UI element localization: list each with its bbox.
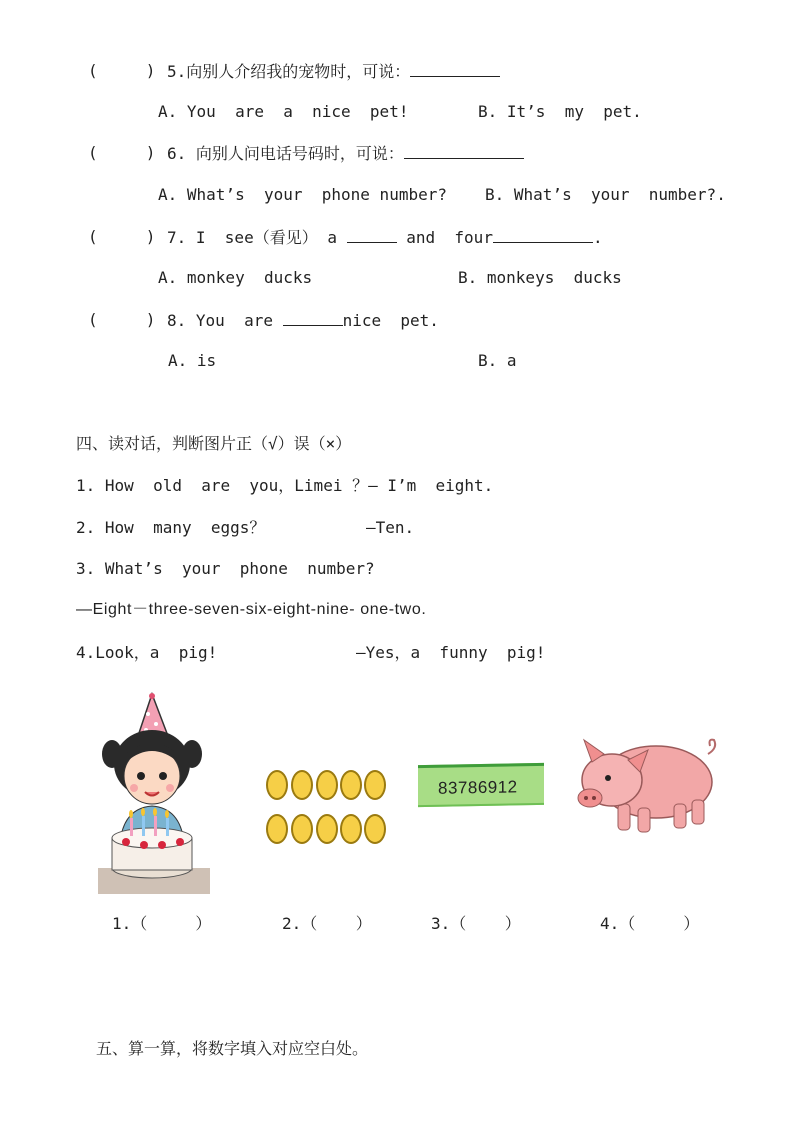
q7-blank-1[interactable] [347, 226, 397, 243]
dialogue-4-answer: —Yes，a funny pig! [356, 643, 546, 662]
dialogue-4-question: 4.Look，a pig! [76, 643, 218, 662]
girl-birthday-picture [96, 692, 212, 896]
q5-stem [167, 60, 500, 83]
q6-option-b: B. What’s your number?. [485, 185, 726, 204]
q8-stem-start: 8. You are [167, 311, 273, 330]
picture-4-answer[interactable]: 4.（ ） [600, 914, 700, 933]
q5-option-b: B. It’s my pet. [478, 102, 642, 121]
q6-stem-text: 6. 向别人问电话号码时，可说： [167, 144, 404, 163]
q8-option-a: A. is [168, 351, 217, 370]
pig-snout [578, 789, 602, 807]
q7-option-b: B. monkeys ducks [458, 268, 622, 287]
phone-number-text: 83786912 [438, 777, 518, 798]
q6-option-a: A. What’s your phone number? [158, 185, 447, 204]
q7-stem-mid: and four [406, 228, 493, 247]
q6-answer-paren[interactable]: ( ) [88, 143, 156, 162]
q5-option-a: A. You are a nice pet! [158, 102, 409, 121]
q5-answer-paren[interactable]: ( ) [88, 61, 156, 80]
egg [316, 814, 338, 844]
q6-stem [167, 142, 524, 165]
q8-option-b: B. a [478, 351, 517, 370]
section5-heading: 五、算一算，将数字填入对应空白处。 [96, 1039, 369, 1058]
q8-stem-end: nice pet. [342, 311, 439, 330]
picture-2-answer[interactable]: 2.（ ） [282, 914, 372, 933]
q7-stem-start: 7. I see（看见） a [167, 228, 337, 247]
eggs-picture [264, 764, 390, 846]
q8-blank[interactable] [283, 309, 343, 326]
phone-number-card [418, 763, 544, 807]
dialogue-2-answer: —Ten. [366, 518, 415, 537]
egg [364, 814, 386, 844]
party-hat [138, 694, 168, 736]
q8-stem [167, 309, 439, 332]
hat-pompom [149, 693, 155, 699]
q7-stem [167, 226, 603, 249]
dialogue-3-answer: —Eight－three-seven-six-eight-nine- one-two. [76, 601, 427, 618]
egg [291, 814, 313, 844]
pig-tail [708, 740, 715, 754]
egg [340, 814, 362, 844]
q7-blank-2[interactable] [493, 226, 593, 243]
dialogue-3-question: 3. What’s your phone number? [76, 559, 375, 578]
egg [291, 770, 313, 800]
q8-answer-paren[interactable]: ( ) [88, 310, 156, 329]
egg [266, 814, 288, 844]
egg [266, 770, 288, 800]
egg [364, 770, 386, 800]
picture-1-answer[interactable]: 1.（ ） [112, 914, 212, 933]
dialogue-1: 1. How old are you，Limei ？— I’m eight. [76, 476, 494, 495]
q5-stem-text: 5.向别人介绍我的宠物时，可说： [167, 62, 411, 81]
picture-3-answer[interactable]: 3.（ ） [431, 914, 521, 933]
q6-blank[interactable] [404, 142, 524, 159]
q7-option-a: A. monkey ducks [158, 268, 313, 287]
dialogue-2-question: 2. How many eggs？ [76, 518, 266, 537]
q5-blank[interactable] [410, 60, 500, 77]
q7-stem-end: . [592, 228, 603, 247]
egg [316, 770, 338, 800]
q7-answer-paren[interactable]: ( ) [88, 227, 156, 246]
pig-picture [574, 732, 724, 836]
egg [340, 770, 362, 800]
section4-heading: 四、读对话，判断图片正（√）误（×） [76, 434, 352, 453]
